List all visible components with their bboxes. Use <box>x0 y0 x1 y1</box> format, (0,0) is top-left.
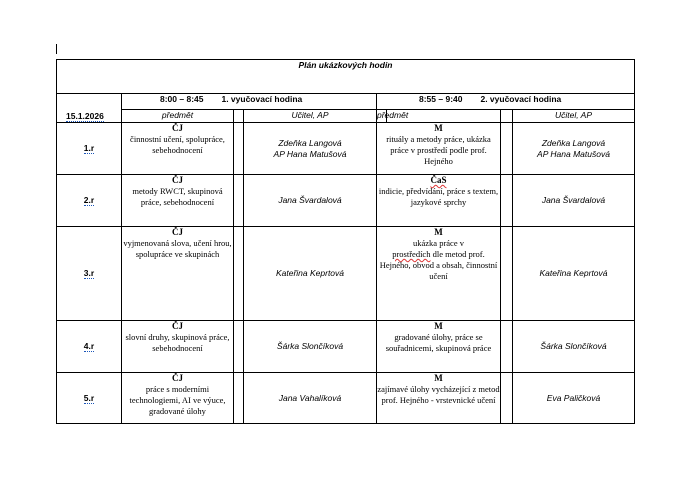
table-row <box>57 227 635 321</box>
subject-cell: M gradované úlohy, práce se souřadnicemi, skupinová práce <box>377 321 501 373</box>
grade-cell: 1.r <box>57 123 122 175</box>
slot-2-header: 8:55 – 9:40 2. vyučovací hodina <box>377 94 635 110</box>
text-cursor <box>56 44 57 54</box>
subject-cell: ČJ slovní druhy, skupinová práce, sebehodnocení <box>122 321 234 373</box>
subject-cell: M zajímavé úlohy vycházející z metod prof. Hejného - vrstevnické učení <box>377 373 501 424</box>
page-title: Plán ukázkových hodin <box>57 60 635 94</box>
table-row <box>57 321 635 373</box>
teacher-cell: Šárka Slončíková <box>244 321 377 373</box>
teacher-cell: Kateřina Keprtová <box>513 227 635 321</box>
teacher-cell: Zdeňka Langová AP Hana Matušová <box>513 123 635 175</box>
subject-cell: M ukázka práce v prostředích dle metod prof. Hejného, obvod a obsah, činnostní učení <box>377 227 501 321</box>
grade-cell: 2.r <box>57 175 122 227</box>
subject-header: předmět <box>122 110 234 123</box>
teacher-cell: Jana Vahalíková <box>244 373 377 424</box>
teacher-cell: Zdeňka Langová AP Hana Matušová <box>244 123 377 175</box>
teacher-header: Učitel, AP <box>513 110 635 123</box>
subject-header: předmět <box>377 110 387 123</box>
subject-cell: ČJ vyjmenovaná slova, učení hrou, spolupráce ve skupinách <box>122 227 234 321</box>
grade-cell: 4.r <box>57 321 122 373</box>
teacher-cell: Eva Paličková <box>513 373 635 424</box>
table-row <box>57 175 635 227</box>
subject-cell: M rituály a metody práce, ukázka práce v prostředí podle prof. Hejného <box>377 123 501 175</box>
subject-cell: ČJ činnostní učení, spolupráce, sebehodnocení <box>122 123 234 175</box>
teacher-cell: Šárka Slončíková <box>513 321 635 373</box>
teacher-cell: Kateřina Keprtová <box>244 227 377 321</box>
teacher-cell: Jana Švardalová <box>513 175 635 227</box>
lesson-plan-table <box>56 59 635 424</box>
subject-cell: ČaS indicie, předvídání, práce s textem, jazykové sprchy <box>377 175 501 227</box>
slot-1-header: 8:00 – 8:45 1. vyučovací hodina <box>122 94 377 110</box>
teacher-cell: Jana Švardalová <box>244 175 377 227</box>
grade-cell: 5.r <box>57 373 122 424</box>
grade-cell: 3.r <box>57 227 122 321</box>
subject-cell: ČJ metody RWCT, skupinová práce, sebehodnocení <box>122 175 234 227</box>
table-row <box>57 373 635 424</box>
date-cell: 15.1.2026 <box>57 94 122 123</box>
subject-cell: ČJ práce s moderními technologiemi, AI ve výuce, gradované úlohy <box>122 373 234 424</box>
teacher-header: Učitel, AP <box>244 110 377 123</box>
table-row <box>57 123 635 175</box>
